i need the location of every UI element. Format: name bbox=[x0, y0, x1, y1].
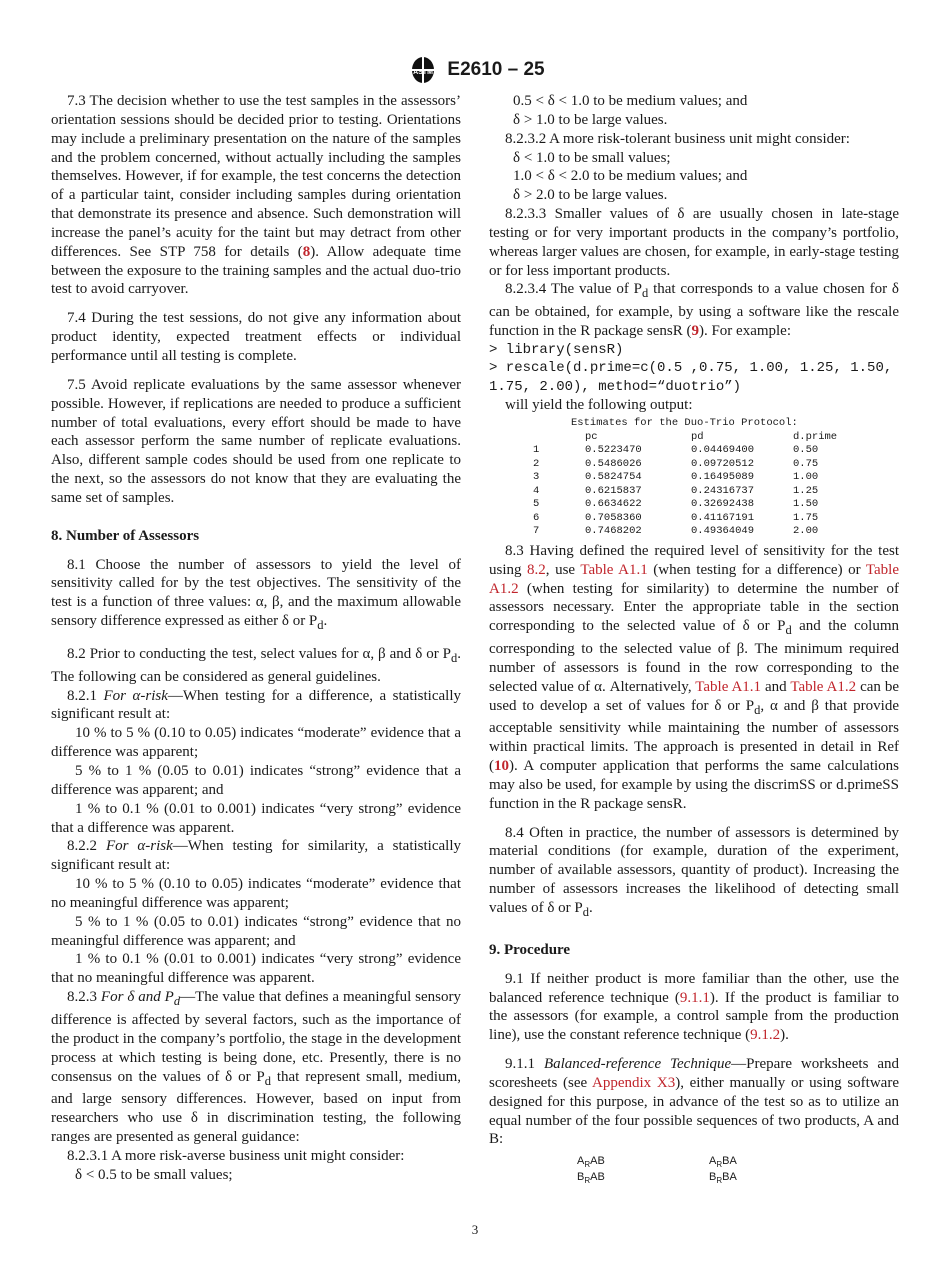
table-row: 5 0.6634622 0.32692438 1.50 bbox=[533, 498, 819, 511]
list-item: 1 % to 0.1 % (0.01 to 0.001) indicates “very strong” evidence that a difference was apparent. bbox=[51, 800, 461, 836]
list-item: δ < 1.0 to be small values; bbox=[513, 149, 671, 166]
code-line: > library(sensR) bbox=[489, 341, 624, 358]
paragraph-8-2: 8.2 Prior to conducting the test, select values for α, β and δ or $P_d$. The following can be considered as general guidelines. bbox=[51, 645, 461, 685]
reference-link[interactable]: 8 bbox=[302, 243, 311, 260]
right-column bbox=[489, 92, 899, 1188]
section-heading-9: 9. Procedure bbox=[489, 941, 571, 958]
list-item: 1.0 < δ < 2.0 to be medium values; and bbox=[513, 168, 748, 185]
output-intro: will yield the following output: bbox=[505, 397, 693, 414]
output-table bbox=[489, 417, 899, 539]
logo-text: ASTM bbox=[413, 69, 434, 76]
list-item: 5 % to 1 % (0.05 to 0.01) indicates “strong” evidence that no meaningful difference was apparent; and bbox=[51, 913, 461, 949]
astm-logo bbox=[405, 55, 441, 85]
table-row: 2 0.5486026 0.09720512 0.75 bbox=[533, 457, 819, 470]
column-header: d.prime bbox=[793, 430, 838, 443]
sequence-row bbox=[489, 1171, 899, 1187]
sequence-grid bbox=[489, 1155, 899, 1187]
list-item: 5 % to 1 % (0.05 to 0.01) indicates “strong” evidence that a difference was apparent; and bbox=[51, 763, 461, 798]
reference-link[interactable]: Table A1.2 bbox=[790, 678, 857, 695]
table-row: 6 0.7058360 0.41167191 1.75 bbox=[533, 511, 819, 524]
paragraph-7-5: 7.5 Avoid replicate evaluations by the same assessor whenever possible. However, if replications are needed to produce a sufficient number of total evaluations, every effort should be made to have each assessor perform the same number of replicate evaluations. Also, different sample codes should be used from one replicate to the next, so the assessors do not know that they are evaluating the same set of samples. bbox=[51, 376, 461, 506]
list-item: δ < 0.5 to be small values; bbox=[75, 1166, 233, 1183]
paragraph-8-2-2: 8.2.2 For α-risk—When testing for similarity, a statistically significant result at: bbox=[51, 838, 461, 874]
paragraph-9-1: 9.1 If neither product is more familiar than the other, use the balanced reference technique (9.1.1). If the product is familiar to the assessors (for example, a control sample from the production line), use the constant reference technique (9.1.2). bbox=[489, 970, 899, 1044]
paragraph-7-4: 7.4 During the test sessions, do not give any information about product identity, expected treatment effects or individual performance until all testing is complete. bbox=[51, 310, 461, 364]
page-number: 3 bbox=[471, 1222, 479, 1237]
output-title: Estimates for the Duo-Trio Protocol: bbox=[571, 417, 798, 430]
table-row: 1 0.5223470 0.04469400 0.50 bbox=[533, 444, 819, 457]
reference-link[interactable]: Table A1.1 bbox=[695, 678, 762, 695]
reference-link[interactable]: 9.1.2 bbox=[750, 1027, 781, 1044]
paragraph-8-3: 8.3 Having defined the required level of sensitivity for the test using 8.2, use Table A1.1 (when testing for a difference) or Table A1.2 (when testing for similarity) to determine the number of assessors necessary. Enter the appropriate table in the section corresponding to the selected value of δ or $P_d$ and the column corresponding to the selected value of β. The minimum required number of assessors is found in the row corresponding to the selected value of α. Alternatively, Table A1.1 and Table A1.2 can be used to develop a set of values for δ or $P_d$, α and β that provide acceptable sensitivity while maintaining the number of assessors within practical limits. The approach is presented in detail in Ref (10). A computer application that performs the same calculations may also be used, for example by using the discrimSS or d.primeSS function in the R package sensR. bbox=[489, 542, 899, 812]
sequence-item: $A_RAB$ bbox=[577, 1155, 605, 1170]
code-line: > rescale(d.prime=c(0.5 ,0.75, 1.00, 1.25, 1.50, 1.75, 2.00), method=“duotrio”) bbox=[489, 360, 901, 395]
paragraph-7-3: 7.3 The decision whether to use the test samples in the assessors’ orientation sessions should be decided prior to testing. Orientations may include a preliminary presentation on the nature of the samples and the problem concerned, without actually including the samples themselves. However, if for example, the test concerns the detection of a particular taint, consider including samples during orientation that demonstrate its presence and absence. Such demonstration will increase the panel’s acuity for the taint but may detract from other differences. See STP 758 for details (8). Allow adequate time between the exposure to the training samples and the actual duo-trio test to avoid carryover. bbox=[51, 93, 461, 298]
list-item: δ > 2.0 to be large values. bbox=[513, 187, 668, 204]
list-item: 1 % to 0.1 % (0.01 to 0.001) indicates “very strong” evidence that no meaningful difference was apparent. bbox=[51, 951, 461, 987]
table-row: 4 0.6215837 0.24316737 1.25 bbox=[533, 484, 819, 497]
paragraph-9-1-1: 9.1.1 Balanced-reference Technique—Prepare worksheets and scoresheets (see Appendix X3), either manually or using software designed for this purpose, in advance of the test so as to utilize an equal number of the four possible sequences of two products, A and B: bbox=[489, 1056, 900, 1148]
reference-link[interactable]: 8.2 bbox=[527, 561, 546, 578]
paragraph-8-4: 8.4 Often in practice, the number of assessors is determined by material conditions (for example, duration of the experiment, number of available assessors, quantity of product). Increasing the number of assessors increases the likelihood of detecting small values of δ or $P_d$. bbox=[489, 824, 899, 919]
reference-link[interactable]: Table A1.2 bbox=[489, 561, 899, 597]
list-item: δ > 1.0 to be large values. bbox=[513, 111, 668, 128]
left-column bbox=[51, 92, 461, 1185]
section-heading-8: 8. Number of Assessors bbox=[51, 527, 200, 544]
sequence-item: $A_RBA$ bbox=[709, 1155, 737, 1170]
paragraph-8-2-3-3: 8.2.3.3 Smaller values of δ are usually chosen in late-stage testing or for very important products in the company’s portfolio, whereas larger values are chosen, for example, in early-stage testing or for less important products. bbox=[489, 206, 899, 279]
list-item: 10 % to 5 % (0.10 to 0.05) indicates “moderate” evidence that a difference was apparent; bbox=[51, 725, 461, 761]
reference-link[interactable]: Appendix X3 bbox=[592, 1074, 676, 1091]
reference-link[interactable]: Table A1.1 bbox=[580, 561, 648, 578]
output-header-row bbox=[489, 431, 899, 445]
paragraph-8-2-3-1: 8.2.3.1 A more risk-averse business unit might consider: bbox=[67, 1147, 405, 1164]
reference-link[interactable]: 9.1.1 bbox=[679, 989, 710, 1006]
paragraph-8-1: 8.1 Choose the number of assessors to yield the level of sensitivity called for by the test objectives. The sensitivity of the test is a function of three values: α, β, and the maximum allowable sensory difference expressed as either δ or $P_d$. bbox=[51, 556, 461, 633]
paragraph-8-2-1: 8.2.1 For α-risk—When testing for a difference, a statistically significant result at: bbox=[51, 687, 462, 723]
sequence-item: $B_RAB$ bbox=[577, 1171, 605, 1186]
column-header: pc bbox=[585, 430, 598, 443]
list-item: 10 % to 5 % (0.10 to 0.05) indicates “moderate” evidence that no meaningful difference was apparent; bbox=[51, 876, 461, 911]
document-designation: E2610 – 25 bbox=[447, 59, 545, 80]
table-row: 3 0.5824754 0.16495089 1.00 bbox=[533, 471, 819, 484]
paragraph-8-2-3: 8.2.3 For δ and $P_d—The$ value that defines a meaningful sensory difference is affected by several factors, such as the importance of the product in the company’s portfolio, the stage in the development process at which testing is being done, etc. Presently, there is no consensus on the values of δ or $P_d$ that represent small, medium, and large sensory differences. However, based on input from researchers who use δ in discrimination testing, the following ranges are presented as general guidance: bbox=[51, 989, 462, 1146]
paragraph-8-2-3-2: 8.2.3.2 A more risk-tolerant business unit might consider: bbox=[505, 130, 850, 147]
list-item: 0.5 < δ < 1.0 to be medium values; and bbox=[513, 93, 748, 109]
reference-link[interactable]: 9 bbox=[691, 323, 699, 340]
column-header: pd bbox=[691, 430, 704, 443]
page-header bbox=[0, 55, 950, 85]
sequence-row bbox=[489, 1155, 899, 1171]
paragraph-8-2-3-4: 8.2.3.4 The value of $P_d$ that corresponds to a value chosen for δ can be obtained, for example, by using a software like the rescale function in the R package sensR (9). For example: bbox=[489, 281, 899, 340]
sequence-item: $B_RBA$ bbox=[709, 1171, 737, 1186]
reference-link[interactable]: 10 bbox=[494, 758, 509, 775]
table-row: 7 0.7468202 0.49364049 2.00 bbox=[533, 525, 819, 538]
